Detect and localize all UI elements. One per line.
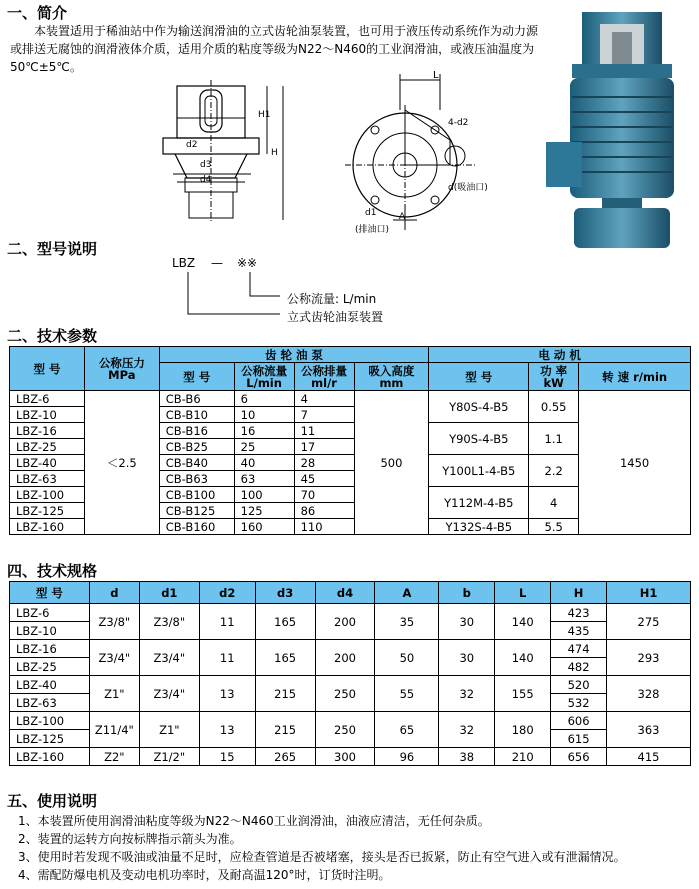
params-disp: 7 <box>294 407 354 423</box>
spec-b: 32 <box>439 676 495 712</box>
model-leader-lines <box>180 270 280 320</box>
model-dash: — <box>211 256 223 270</box>
params-motor-model: Y90S-4-B5 <box>429 423 529 455</box>
spec-h-d4: d4 <box>315 582 375 604</box>
spec-model: LBZ-16 <box>10 640 90 658</box>
pump-photo <box>542 2 692 252</box>
params-motor-model: Y100L1-4-B5 <box>429 455 529 487</box>
params-power: 0.55 <box>529 391 579 423</box>
params-model: LBZ-125 <box>10 503 85 519</box>
spec-l: 180 <box>495 712 551 748</box>
params-disp: 45 <box>294 471 354 487</box>
spec-h-h1: H1 <box>607 582 691 604</box>
params-model: LBZ-63 <box>10 471 85 487</box>
label-d2: d2 <box>186 140 198 150</box>
label-suction: d(吸油口) <box>448 183 488 193</box>
params-flow: 40 <box>234 455 294 471</box>
spec-model: LBZ-40 <box>10 676 90 694</box>
spec-table <box>9 581 691 766</box>
params-motor-model: Y80S-4-B5 <box>429 391 529 423</box>
spec-model: LBZ-25 <box>10 658 90 676</box>
params-disp: 110 <box>294 519 354 535</box>
spec-h: 606 <box>551 712 607 730</box>
spec-d: Z3/4" <box>89 640 139 676</box>
spec-d1: Z1/2" <box>139 748 199 766</box>
intro-title: 一、简介 <box>7 4 68 22</box>
label-h1: H1 <box>258 110 271 120</box>
spec-d2: 15 <box>199 748 255 766</box>
params-flow: 100 <box>234 487 294 503</box>
spec-h1: 363 <box>607 712 691 748</box>
spec-d: Z2" <box>89 748 139 766</box>
params-flow: 125 <box>234 503 294 519</box>
params-pump: CB-B16 <box>159 423 234 439</box>
model-code: ※※ <box>237 256 258 270</box>
intro-text: 本装置适用于稀油站中作为输送润滑油的立式齿轮油泵装置，也可用于液压传动系统作为动力源或排送无腐蚀的润滑液体介质，适用介质的粘度等级为N22～N460的工业润滑油，或液压油温度为50℃±5℃。 <box>10 24 539 74</box>
spec-h-a: A <box>375 582 439 604</box>
usage-item: 2、装置的运转方向按标牌指示箭头为准。 <box>18 832 242 846</box>
label-l: L <box>433 70 439 81</box>
spec-d3: 165 <box>255 604 315 640</box>
side-view-drawing <box>155 78 290 228</box>
spec-h: 656 <box>551 748 607 766</box>
spec-h-l: L <box>495 582 551 604</box>
spec-model: LBZ-10 <box>10 622 90 640</box>
label-d4: d4 <box>200 175 212 185</box>
spec-d1: Z3/8" <box>139 604 199 640</box>
spec-b: 30 <box>439 604 495 640</box>
params-pump: CB-B40 <box>159 455 234 471</box>
spec-l: 210 <box>495 748 551 766</box>
spec-h: 474 <box>551 640 607 658</box>
params-disp: 17 <box>294 439 354 455</box>
spec-model: LBZ-160 <box>10 748 90 766</box>
params-model: LBZ-16 <box>10 423 85 439</box>
spec-l: 140 <box>495 640 551 676</box>
params-flow: 16 <box>234 423 294 439</box>
params-pump: CB-B63 <box>159 471 234 487</box>
spec-h: 615 <box>551 730 607 748</box>
spec-h1: 328 <box>607 676 691 712</box>
spec-model: LBZ-63 <box>10 694 90 712</box>
spec-h-model: 型 号 <box>10 582 90 604</box>
model-prefix: LBZ <box>172 256 196 270</box>
spec-h-b: b <box>439 582 495 604</box>
params-flow: 10 <box>234 407 294 423</box>
params-h-pressure: 公称压力 MPa <box>84 347 159 391</box>
spec-model: LBZ-100 <box>10 712 90 730</box>
label-hole: 4-d2 <box>448 118 469 128</box>
params-disp: 86 <box>294 503 354 519</box>
params-power: 1.1 <box>529 423 579 455</box>
params-model: LBZ-6 <box>10 391 85 407</box>
spec-a: 35 <box>375 604 439 640</box>
spec-model: LBZ-6 <box>10 604 90 622</box>
spec-h-h: H <box>551 582 607 604</box>
spec-h: 482 <box>551 658 607 676</box>
spec-d3: 165 <box>255 640 315 676</box>
usage-item: 1、本装置所使用润滑油粘度等级为N22～N460工业润滑油，油液应清洁，无任何杂质。 <box>18 814 490 828</box>
params-h-pump: 齿 轮 油 泵 <box>159 347 429 363</box>
params-disp: 28 <box>294 455 354 471</box>
spec-d4: 250 <box>315 712 375 748</box>
spec-b: 38 <box>439 748 495 766</box>
params-motor-model: Y112M-4-B5 <box>429 487 529 519</box>
spec-model: LBZ-125 <box>10 730 90 748</box>
params-pump: CB-B160 <box>159 519 234 535</box>
params-model: LBZ-25 <box>10 439 85 455</box>
spec-l: 140 <box>495 604 551 640</box>
params-power: 2.2 <box>529 455 579 487</box>
spec-h-d1: d1 <box>139 582 199 604</box>
model-name-label: 立式齿轮油泵装置 <box>287 310 384 324</box>
spec-h1: 275 <box>607 604 691 640</box>
params-h-speed: 转 速 r/min <box>579 363 691 391</box>
spec-h-d2: d2 <box>199 582 255 604</box>
params-h-motor: 电 动 机 <box>429 347 691 363</box>
label-d1: d1 <box>365 208 377 218</box>
params-h-pump-model: 型 号 <box>159 363 234 391</box>
params-disp: 4 <box>294 391 354 407</box>
spec-d: Z1" <box>89 676 139 712</box>
spec-d1: Z1" <box>139 712 199 748</box>
spec-h-d: d <box>89 582 139 604</box>
label-h: H <box>271 148 278 158</box>
spec-d3: 215 <box>255 712 315 748</box>
params-h-motor-model: 型 号 <box>429 363 529 391</box>
spec-d1: Z3/4" <box>139 640 199 676</box>
spec-h: 520 <box>551 676 607 694</box>
spec-d4: 200 <box>315 604 375 640</box>
params-title: 二、技术参数 <box>7 327 98 345</box>
model-flow-label: 公称流量: L/min <box>287 292 377 306</box>
params-h-suction: 吸入高度 mm <box>354 363 429 391</box>
params-model: LBZ-100 <box>10 487 85 503</box>
spec-h1: 415 <box>607 748 691 766</box>
spec-d2: 13 <box>199 676 255 712</box>
usage-item: 3、使用时若发现不吸油或油量不足时，应检查管道是否被堵塞，接头是否已扳紧，防止有空气进入或有泄漏情况。 <box>18 850 626 864</box>
params-h-model: 型 号 <box>10 347 85 391</box>
spec-d: Z11/4" <box>89 712 139 748</box>
spec-b: 30 <box>439 640 495 676</box>
spec-d1: Z3/4" <box>139 676 199 712</box>
spec-d4: 250 <box>315 676 375 712</box>
spec-d4: 300 <box>315 748 375 766</box>
params-model: LBZ-10 <box>10 407 85 423</box>
spec-h: 423 <box>551 604 607 622</box>
params-h-disp: 公称排量 ml/r <box>294 363 354 391</box>
params-disp: 11 <box>294 423 354 439</box>
spec-d: Z3/8" <box>89 604 139 640</box>
params-pump: CB-B25 <box>159 439 234 455</box>
spec-h1: 293 <box>607 640 691 676</box>
usage-title: 五、使用说明 <box>7 792 98 810</box>
params-flow: 6 <box>234 391 294 407</box>
params-model: LBZ-40 <box>10 455 85 471</box>
params-flow: 63 <box>234 471 294 487</box>
spec-d3: 215 <box>255 676 315 712</box>
spec-a: 96 <box>375 748 439 766</box>
params-pump: CB-B125 <box>159 503 234 519</box>
spec-a: 50 <box>375 640 439 676</box>
spec-b: 32 <box>439 712 495 748</box>
spec-d2: 13 <box>199 712 255 748</box>
model-title: 二、型号说明 <box>7 240 98 258</box>
label-d3: d3 <box>200 160 212 170</box>
label-a: A <box>399 212 406 222</box>
params-pump: CB-B100 <box>159 487 234 503</box>
label-discharge: (排油口) <box>355 225 390 235</box>
spec-d4: 200 <box>315 640 375 676</box>
params-pump: CB-B10 <box>159 407 234 423</box>
spec-d3: 265 <box>255 748 315 766</box>
params-power: 5.5 <box>529 519 579 535</box>
params-pressure: ＜2.5 <box>84 391 159 535</box>
spec-d2: 11 <box>199 604 255 640</box>
params-pump: CB-B6 <box>159 391 234 407</box>
spec-l: 155 <box>495 676 551 712</box>
params-flow: 160 <box>234 519 294 535</box>
params-disp: 70 <box>294 487 354 503</box>
params-speed: 1450 <box>579 391 691 535</box>
spec-a: 65 <box>375 712 439 748</box>
spec-h-d3: d3 <box>255 582 315 604</box>
spec-h: 435 <box>551 622 607 640</box>
params-table <box>9 346 691 535</box>
spec-a: 55 <box>375 676 439 712</box>
usage-item: 4、需配防爆电机及变动电机功率时，及耐高温120°时，订货时注明。 <box>18 868 391 882</box>
params-h-power: 功 率 kW <box>529 363 579 391</box>
params-flow: 25 <box>234 439 294 455</box>
params-h-flow: 公称流量 L/min <box>234 363 294 391</box>
params-suction: 500 <box>354 391 429 535</box>
spec-d2: 11 <box>199 640 255 676</box>
spec-h: 532 <box>551 694 607 712</box>
params-power: 4 <box>529 487 579 519</box>
spec-title: 四、技术规格 <box>7 562 98 580</box>
params-model: LBZ-160 <box>10 519 85 535</box>
params-motor-model: Y132S-4-B5 <box>429 519 529 535</box>
